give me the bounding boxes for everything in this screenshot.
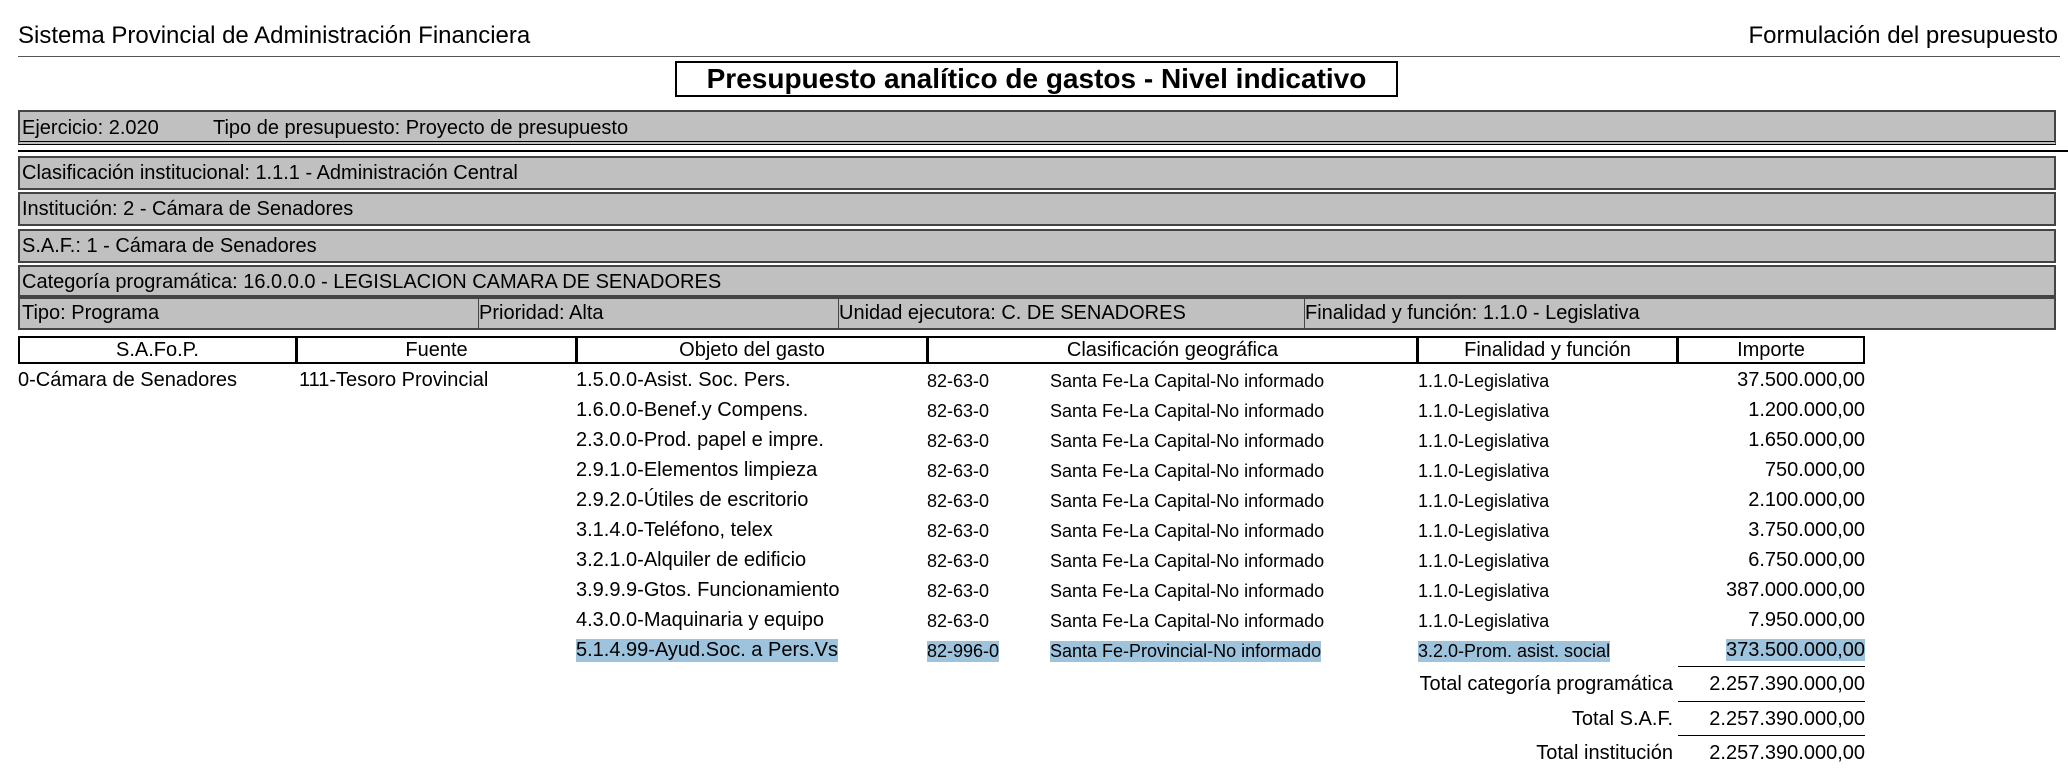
importe-cell [1565, 579, 1865, 602]
geo-code-cell: 82-63-0 [927, 371, 990, 391]
total-rule [1678, 666, 1865, 667]
finalidad-cell: 1.1.0-Legislativa [1418, 461, 1550, 481]
categoria-label: Categoría programática: 16.0.0.0 - LEGISLACION CAMARA DE SENADORES [22, 271, 722, 293]
importe-cell [1565, 429, 1865, 452]
importe-value: 1.650.000,00 [1748, 429, 1865, 451]
geo-name-cell: Santa Fe-La Capital-No informado [1050, 431, 1325, 451]
report-module: Formulación del presupuesto [1748, 22, 2058, 49]
clasificacion-label: Clasificación institucional: 1.1.1 - Administración Central [22, 162, 518, 184]
tipo-band [18, 297, 2056, 330]
geo-code-cell: 82-63-0 [927, 461, 990, 481]
geo-code-cell: 82-63-0 [927, 581, 990, 601]
geo-code-cell: 82-996-0 [927, 641, 1000, 661]
institucion-band [18, 192, 2056, 226]
importe-cell [1565, 489, 1865, 512]
total-label: Total categoría programática [1419, 673, 1673, 695]
importe-value: 37.500.000,00 [1737, 369, 1865, 391]
col-header-safop: S.A.Fo.P. [18, 336, 297, 364]
col-header-finalidad: Finalidad y función [1417, 336, 1678, 364]
col-header-objeto: Objeto del gasto [576, 336, 928, 364]
geo-name-cell: Santa Fe-La Capital-No informado [1050, 521, 1325, 541]
finalidad-cell: 1.1.0-Legislativa [1418, 371, 1550, 391]
institucion-label: Institución: 2 - Cámara de Senadores [22, 198, 354, 220]
finalidad-cell: 1.1.0-Legislativa [1418, 401, 1550, 421]
geo-name-cell: Santa Fe-La Capital-No informado [1050, 581, 1325, 601]
col-header-fuente: Fuente [296, 336, 577, 364]
importe-value: 1.200.000,00 [1748, 399, 1865, 421]
report-title: Presupuesto analítico de gastos - Nivel indicativo [675, 61, 1398, 97]
total-value: 2.257.390.000,00 [1709, 708, 1865, 730]
objeto-gasto-cell: 3.1.4.0-Teléfono, telex [576, 519, 773, 541]
finalidad-funcion-label: Finalidad y función: 1.1.0 - Legislativa [1305, 302, 1640, 324]
geo-code-cell: 82-63-0 [927, 431, 990, 451]
importe-value: 7.950.000,00 [1748, 609, 1865, 631]
geo-code-cell: 82-63-0 [927, 611, 990, 631]
geo-name-cell: Santa Fe-La Capital-No informado [1050, 551, 1325, 571]
col-header-geografica: Clasificación geográfica [927, 336, 1418, 364]
clasificacion-band [18, 156, 2056, 190]
total-value: 2.257.390.000,00 [1709, 742, 1865, 764]
ejercicio-label: Ejercicio: 2.020 [22, 117, 159, 139]
importe-cell [1565, 549, 1865, 572]
importe-value: 6.750.000,00 [1748, 549, 1865, 571]
importe-cell [1565, 609, 1865, 632]
importe-cell [1565, 519, 1865, 542]
geo-name-cell: Santa Fe-La Capital-No informado [1050, 491, 1325, 511]
importe-value: 2.100.000,00 [1748, 489, 1865, 511]
tipo-programa-label: Tipo: Programa [22, 302, 160, 324]
objeto-gasto-cell: 4.3.0.0-Maquinaria y equipo [576, 609, 824, 631]
categoria-band [18, 265, 2056, 297]
geo-code-cell: 82-63-0 [927, 491, 990, 511]
finalidad-cell: 1.1.0-Legislativa [1418, 431, 1550, 451]
saf-label: S.A.F.: 1 - Cámara de Senadores [22, 235, 317, 257]
finalidad-cell: 1.1.0-Legislativa [1418, 581, 1550, 601]
total-rule [1678, 735, 1865, 736]
finalidad-cell: 1.1.0-Legislativa [1418, 611, 1550, 631]
objeto-gasto-cell: 2.9.2.0-Útiles de escritorio [576, 489, 809, 511]
importe-value: 3.750.000,00 [1748, 519, 1865, 541]
importe-value: 373.500.000,00 [1725, 639, 1865, 661]
objeto-gasto-cell: 1.6.0.0-Benef.y Compens. [576, 399, 809, 421]
importe-cell [1565, 459, 1865, 482]
geo-name-cell: Santa Fe-La Capital-No informado [1050, 611, 1325, 631]
geo-name-cell: Santa Fe-La Capital-No informado [1050, 401, 1325, 421]
finalidad-cell: 3.2.0-Prom. asist. social [1418, 641, 1611, 661]
importe-value: 750.000,00 [1764, 459, 1865, 481]
safop-value: 0-Cámara de Senadores [18, 369, 238, 391]
header-divider [18, 56, 2060, 57]
importe-cell [1565, 369, 1865, 392]
total-label: Total S.A.F. [1571, 708, 1673, 730]
objeto-gasto-cell: 3.2.1.0-Alquiler de edificio [576, 549, 807, 571]
geo-name-cell: Santa Fe-La Capital-No informado [1050, 461, 1325, 481]
objeto-gasto-cell: 5.1.4.99-Ayud.Soc. a Pers.Vs [576, 639, 839, 661]
section-divider [18, 150, 2068, 152]
total-value: 2.257.390.000,00 [1709, 673, 1865, 695]
saf-band [18, 229, 2056, 263]
total-rule [1678, 701, 1865, 702]
geo-code-cell: 82-63-0 [927, 521, 990, 541]
col-header-importe: Importe [1677, 336, 1865, 364]
total-label: Total institución [1536, 742, 1673, 764]
ejercicio-band [18, 110, 2056, 145]
importe-value: 387.000.000,00 [1725, 579, 1865, 601]
geo-code-cell: 82-63-0 [927, 401, 990, 421]
finalidad-cell: 1.1.0-Legislativa [1418, 521, 1550, 541]
geo-code-cell: 82-63-0 [927, 551, 990, 571]
importe-cell [1565, 399, 1865, 422]
fuente-value: 111-Tesoro Provincial [299, 369, 489, 391]
tipo-presupuesto-label: Tipo de presupuesto: Proyecto de presupuesto [213, 117, 629, 139]
objeto-gasto-cell: 1.5.0.0-Asist. Soc. Pers. [576, 369, 791, 391]
objeto-gasto-cell: 2.3.0.0-Prod. papel e impre. [576, 429, 824, 451]
geo-name-cell: Santa Fe-Provincial-No informado [1050, 641, 1322, 661]
objeto-gasto-cell: 3.9.9.9-Gtos. Funcionamiento [576, 579, 840, 601]
finalidad-cell: 1.1.0-Legislativa [1418, 551, 1550, 571]
finalidad-cell: 1.1.0-Legislativa [1418, 491, 1550, 511]
geo-name-cell: Santa Fe-La Capital-No informado [1050, 371, 1325, 391]
system-name: Sistema Provincial de Administración Financiera [18, 22, 531, 49]
unidad-ejecutora-label: Unidad ejecutora: C. DE SENADORES [839, 302, 1186, 324]
objeto-gasto-cell: 2.9.1.0-Elementos limpieza [576, 459, 818, 481]
prioridad-label: Prioridad: Alta [479, 302, 604, 324]
importe-cell [1565, 639, 1865, 662]
